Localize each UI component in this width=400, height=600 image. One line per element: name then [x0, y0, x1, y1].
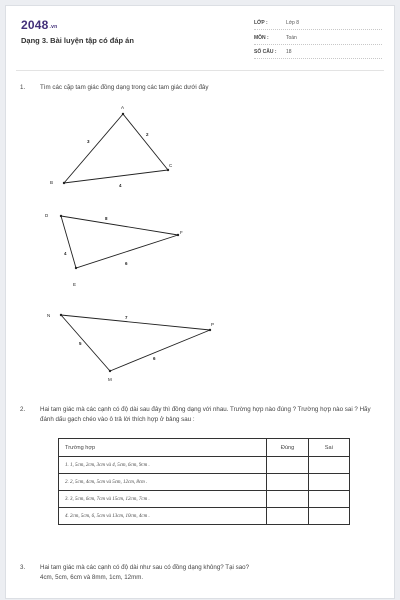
- question-data: 4cm, 5cm, 6cm và 8mm, 1cm, 12mm.: [40, 574, 144, 581]
- meta-class-value: Lớp 8: [286, 20, 300, 26]
- wrong-cell[interactable]: [308, 474, 349, 491]
- meta-count-label: SỐ CÂU :: [254, 49, 277, 55]
- triangle-nmp: [61, 315, 210, 371]
- triangle-abc: [64, 114, 168, 183]
- side-ab: 3: [87, 139, 90, 144]
- triangle-figures: [6, 6, 394, 406]
- side-ef: 6: [125, 261, 128, 266]
- question-number: 2.: [20, 406, 26, 413]
- vertex-f: F: [180, 230, 183, 235]
- table-row: [59, 491, 350, 508]
- meta-count-value: 18: [286, 49, 292, 55]
- table-row: [59, 457, 350, 474]
- vertex-c: C: [169, 163, 173, 168]
- header-correct: Đúng: [267, 439, 308, 457]
- side-bc: 4: [119, 183, 122, 188]
- vertex-d: D: [45, 213, 49, 218]
- vertex-p: P: [211, 322, 215, 327]
- question-3: [20, 563, 380, 583]
- case-text: 2. 2, 5cm, 4cm, 5cm và 5cm, 12cm, 8cm .: [59, 474, 267, 491]
- wrong-cell[interactable]: [308, 457, 349, 474]
- meta-class-label: LỚP :: [254, 20, 268, 26]
- vertex-n: N: [47, 313, 51, 318]
- correct-cell[interactable]: [267, 508, 308, 525]
- site-logo[interactable]: 2048.vn: [21, 18, 58, 32]
- vertex-m: M: [108, 377, 112, 382]
- question-number: 1.: [20, 84, 26, 91]
- question-text: Hai tam giác mà các cạnh có độ dài như sau có đồng dạng không? Tại sao?: [40, 564, 250, 571]
- table-row: [59, 508, 350, 525]
- correct-cell[interactable]: [267, 474, 308, 491]
- header-wrong: Sai: [308, 439, 349, 457]
- case-text: 4. 2cm, 5cm, 6, 5cm và 13cm, 10cm, 4cm .: [59, 508, 267, 525]
- case-text: 1. 1, 5cm, 2cm, 3cm và 4, 5cm, 6cm, 9cm .: [59, 457, 267, 474]
- table-row: [59, 474, 350, 491]
- question-text: Hai tam giác mà các cạnh có độ dài sau đây thì đồng dạng với nhau. Trường hợp nào đúng ? Trường hợp nào sai ? Hãy đánh dấu gạch chéo vào ô trả lời thích hợp ở bảng sau :: [40, 406, 371, 423]
- side-df: 8: [105, 216, 108, 221]
- triangle-def: [61, 216, 178, 268]
- wrong-cell[interactable]: [308, 491, 349, 508]
- meta-subject-label: MÔN :: [254, 35, 269, 41]
- wrong-cell[interactable]: [308, 508, 349, 525]
- question-number: 3.: [20, 564, 26, 571]
- correct-cell[interactable]: [267, 457, 308, 474]
- side-ac: 2: [146, 132, 149, 137]
- worksheet-page: [5, 5, 395, 599]
- meta-subject-value: Toán: [286, 35, 297, 41]
- vertex-a: A: [121, 105, 125, 110]
- side-np: 7: [125, 315, 128, 320]
- vertex-b: B: [50, 180, 54, 185]
- side-nm: 5: [79, 341, 82, 346]
- table-header-row: [59, 439, 350, 457]
- vertex-e: E: [73, 282, 77, 287]
- answer-table: [58, 438, 350, 525]
- side-mp: 6: [153, 356, 156, 361]
- question-text: Tìm các cặp tam giác đồng dạng trong các tam giác dưới đây: [40, 84, 209, 91]
- side-de: 4: [64, 251, 67, 256]
- header-case: Trường hợp: [59, 439, 267, 457]
- correct-cell[interactable]: [267, 491, 308, 508]
- worksheet-title: Dạng 3. Bài luyện tập có đáp án: [21, 36, 134, 45]
- question-2: [20, 405, 380, 425]
- case-text: 3. 3, 5cm, 6cm, 7cm và 15cm, 12cm, 7cm .: [59, 491, 267, 508]
